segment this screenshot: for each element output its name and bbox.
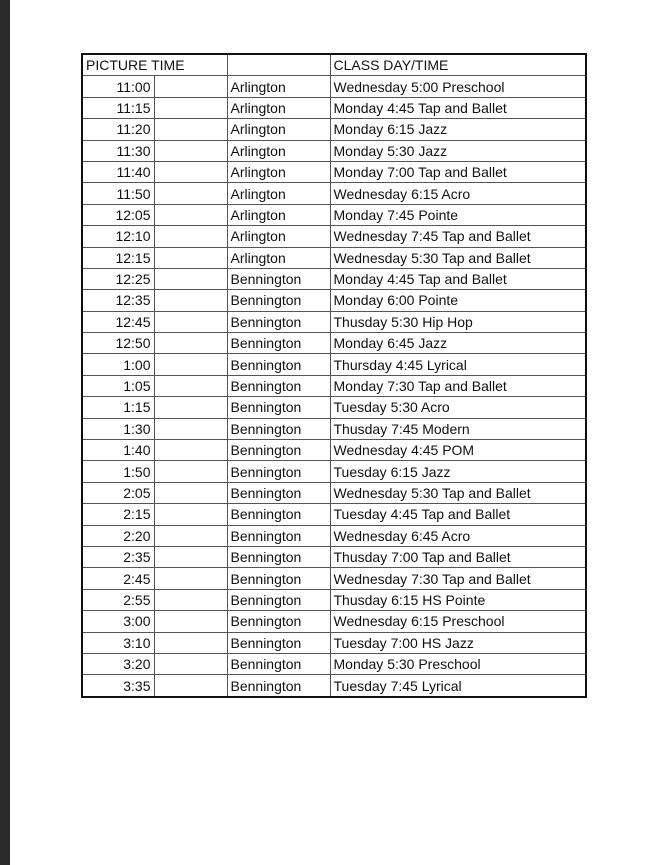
empty-cell <box>154 161 227 182</box>
time-cell: 11:20 <box>82 119 154 140</box>
table-row <box>82 525 586 546</box>
time-cell: 12:25 <box>82 268 154 289</box>
header-row <box>82 54 586 76</box>
class-cell: Tuesday 4:45 Tap and Ballet <box>330 504 586 525</box>
class-cell: Thursday 4:45 Lyrical <box>330 354 586 375</box>
location-cell: Bennington <box>227 653 330 674</box>
class-cell: Wednesday 6:15 Acro <box>330 183 586 204</box>
empty-cell <box>154 675 227 697</box>
class-cell: Wednesday 4:45 POM <box>330 440 586 461</box>
class-cell: Monday 4:45 Tap and Ballet <box>330 268 586 289</box>
location-cell: Bennington <box>227 675 330 697</box>
location-cell: Bennington <box>227 311 330 332</box>
empty-cell <box>154 333 227 354</box>
picture-schedule-table <box>81 53 587 698</box>
table-row <box>82 461 586 482</box>
location-cell: Bennington <box>227 611 330 632</box>
time-cell: 12:05 <box>82 204 154 225</box>
time-cell: 2:35 <box>82 546 154 567</box>
class-cell: Thusday 7:00 Tap and Ballet <box>330 546 586 567</box>
table-row <box>82 76 586 97</box>
class-cell: Monday 4:45 Tap and Ballet <box>330 97 586 118</box>
location-cell: Bennington <box>227 482 330 503</box>
table-row <box>82 589 586 610</box>
class-cell: Wednesday 7:30 Tap and Ballet <box>330 568 586 589</box>
empty-cell <box>154 354 227 375</box>
table-row <box>82 204 586 225</box>
time-cell: 2:15 <box>82 504 154 525</box>
location-cell: Bennington <box>227 397 330 418</box>
empty-cell <box>154 632 227 653</box>
empty-cell <box>154 418 227 439</box>
class-cell: Tuesday 7:00 HS Jazz <box>330 632 586 653</box>
class-cell: Wednesday 7:45 Tap and Ballet <box>330 226 586 247</box>
empty-cell <box>154 546 227 567</box>
class-cell: Monday 7:30 Tap and Ballet <box>330 375 586 396</box>
header-blank <box>227 54 330 76</box>
location-cell: Bennington <box>227 354 330 375</box>
class-cell: Thusday 6:15 HS Pointe <box>330 589 586 610</box>
time-cell: 2:05 <box>82 482 154 503</box>
class-cell: Monday 5:30 Jazz <box>330 140 586 161</box>
class-cell: Wednesday 5:00 Preschool <box>330 76 586 97</box>
time-cell: 11:40 <box>82 161 154 182</box>
table-row <box>82 632 586 653</box>
location-cell: Bennington <box>227 504 330 525</box>
time-cell: 11:00 <box>82 76 154 97</box>
time-cell: 11:15 <box>82 97 154 118</box>
class-cell: Tuesday 6:15 Jazz <box>330 461 586 482</box>
empty-cell <box>154 504 227 525</box>
empty-cell <box>154 183 227 204</box>
location-cell: Bennington <box>227 333 330 354</box>
time-cell: 1:15 <box>82 397 154 418</box>
class-cell: Monday 6:15 Jazz <box>330 119 586 140</box>
empty-cell <box>154 226 227 247</box>
empty-cell <box>154 589 227 610</box>
time-cell: 1:00 <box>82 354 154 375</box>
time-cell: 2:45 <box>82 568 154 589</box>
location-cell: Bennington <box>227 589 330 610</box>
table-row <box>82 440 586 461</box>
table-row <box>82 97 586 118</box>
location-cell: Arlington <box>227 97 330 118</box>
table-row <box>82 504 586 525</box>
location-cell: Arlington <box>227 204 330 225</box>
class-cell: Monday 7:45 Pointe <box>330 204 586 225</box>
class-cell: Tuesday 5:30 Acro <box>330 397 586 418</box>
table-row <box>82 290 586 311</box>
empty-cell <box>154 375 227 396</box>
table-row <box>82 354 586 375</box>
location-cell: Arlington <box>227 161 330 182</box>
time-cell: 3:35 <box>82 675 154 697</box>
empty-cell <box>154 290 227 311</box>
class-cell: Monday 6:00 Pointe <box>330 290 586 311</box>
time-cell: 3:10 <box>82 632 154 653</box>
time-cell: 12:15 <box>82 247 154 268</box>
table-row <box>82 161 586 182</box>
empty-cell <box>154 119 227 140</box>
class-cell: Wednesday 5:30 Tap and Ballet <box>330 247 586 268</box>
location-cell: Bennington <box>227 418 330 439</box>
empty-cell <box>154 311 227 332</box>
empty-cell <box>154 204 227 225</box>
empty-cell <box>154 140 227 161</box>
class-cell: Thusday 5:30 Hip Hop <box>330 311 586 332</box>
time-cell: 11:30 <box>82 140 154 161</box>
location-cell: Bennington <box>227 546 330 567</box>
location-cell: Bennington <box>227 525 330 546</box>
table-row <box>82 119 586 140</box>
table-row <box>82 482 586 503</box>
location-cell: Bennington <box>227 290 330 311</box>
table-row <box>82 418 586 439</box>
location-cell: Arlington <box>227 226 330 247</box>
empty-cell <box>154 525 227 546</box>
empty-cell <box>154 611 227 632</box>
empty-cell <box>154 397 227 418</box>
location-cell: Bennington <box>227 568 330 589</box>
time-cell: 3:20 <box>82 653 154 674</box>
time-cell: 2:20 <box>82 525 154 546</box>
empty-cell <box>154 461 227 482</box>
location-cell: Arlington <box>227 183 330 204</box>
header-picture-time: PICTURE TIME <box>82 54 227 76</box>
time-cell: 12:35 <box>82 290 154 311</box>
location-cell: Arlington <box>227 119 330 140</box>
time-cell: 12:10 <box>82 226 154 247</box>
location-cell: Arlington <box>227 140 330 161</box>
location-cell: Bennington <box>227 461 330 482</box>
location-cell: Bennington <box>227 375 330 396</box>
table-row <box>82 226 586 247</box>
table-row <box>82 140 586 161</box>
empty-cell <box>154 76 227 97</box>
empty-cell <box>154 653 227 674</box>
table-row <box>82 397 586 418</box>
empty-cell <box>154 268 227 289</box>
location-cell: Arlington <box>227 247 330 268</box>
table-row <box>82 247 586 268</box>
location-cell: Bennington <box>227 268 330 289</box>
empty-cell <box>154 440 227 461</box>
class-cell: Thusday 7:45 Modern <box>330 418 586 439</box>
location-cell: Arlington <box>227 76 330 97</box>
table-row <box>82 675 586 697</box>
table-row <box>82 333 586 354</box>
class-cell: Wednesday 6:45 Acro <box>330 525 586 546</box>
table-row <box>82 568 586 589</box>
table-row <box>82 653 586 674</box>
time-cell: 1:40 <box>82 440 154 461</box>
empty-cell <box>154 568 227 589</box>
class-cell: Monday 5:30 Preschool <box>330 653 586 674</box>
table-row <box>82 546 586 567</box>
time-cell: 1:30 <box>82 418 154 439</box>
time-cell: 11:50 <box>82 183 154 204</box>
empty-cell <box>154 482 227 503</box>
time-cell: 12:45 <box>82 311 154 332</box>
class-cell: Wednesday 5:30 Tap and Ballet <box>330 482 586 503</box>
viewer-sidebar-strip <box>0 0 10 865</box>
class-cell: Wednesday 6:15 Preschool <box>330 611 586 632</box>
header-class-day-time: CLASS DAY/TIME <box>330 54 586 76</box>
table-row <box>82 375 586 396</box>
class-cell: Tuesday 7:45 Lyrical <box>330 675 586 697</box>
class-cell: Monday 6:45 Jazz <box>330 333 586 354</box>
empty-cell <box>154 97 227 118</box>
empty-cell <box>154 247 227 268</box>
time-cell: 3:00 <box>82 611 154 632</box>
time-cell: 1:50 <box>82 461 154 482</box>
time-cell: 12:50 <box>82 333 154 354</box>
table-row <box>82 311 586 332</box>
class-cell: Monday 7:00 Tap and Ballet <box>330 161 586 182</box>
table-row <box>82 611 586 632</box>
time-cell: 2:55 <box>82 589 154 610</box>
time-cell: 1:05 <box>82 375 154 396</box>
table-row <box>82 183 586 204</box>
table-row <box>82 268 586 289</box>
location-cell: Bennington <box>227 632 330 653</box>
location-cell: Bennington <box>227 440 330 461</box>
